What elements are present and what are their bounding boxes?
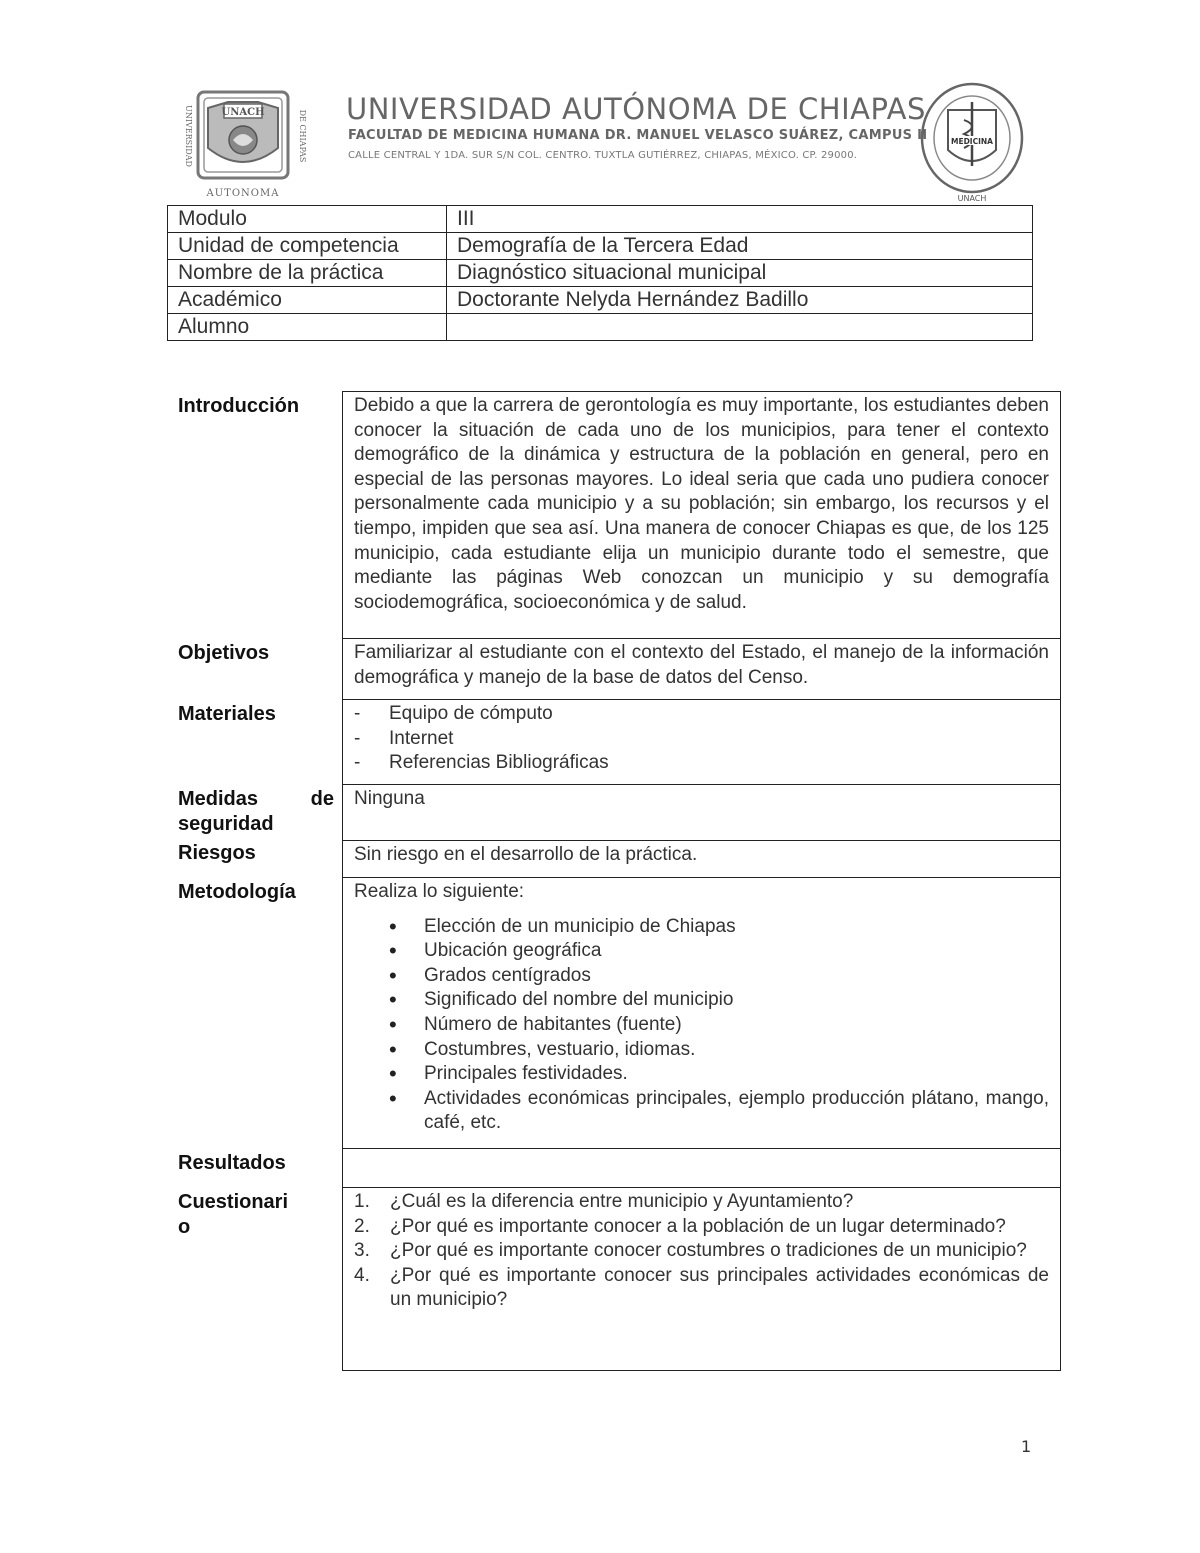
section-introduccion <box>166 392 1061 639</box>
section-heading: Metodología <box>178 880 296 903</box>
section-heading: Introducción <box>178 394 300 417</box>
heading-line: Medidas de <box>178 787 334 810</box>
section-list <box>343 1188 1061 1371</box>
list-item: - Internet <box>354 727 1049 752</box>
section-text: Sin riesgo en el desarrollo de la práctica. <box>343 841 1061 878</box>
question-number: 3. <box>354 1240 370 1262</box>
heading-line: seguridad <box>178 812 274 835</box>
section-materiales <box>166 700 1061 785</box>
practice-info-table <box>167 205 1033 341</box>
list-item: - Equipo de cómputo <box>354 702 1049 727</box>
info-label: Modulo <box>168 206 447 233</box>
list-item: - Referencias Bibliográficas <box>354 751 1049 776</box>
list-item: • Principales festividades. <box>354 1062 1049 1087</box>
list-item: • Elección de un municipio de Chiapas <box>354 915 1049 940</box>
svg-text:UNACH: UNACH <box>957 194 987 203</box>
info-value: Doctorante Nelyda Hernández Badillo <box>447 287 1033 314</box>
section-text <box>343 1149 1061 1188</box>
section-text: Ninguna <box>343 785 1061 841</box>
question-text: ¿Por qué es importante conocer sus principales actividades económicas de un municipio? <box>390 1264 1049 1311</box>
svg-text:UNIVERSIDAD: UNIVERSIDAD <box>184 105 193 167</box>
question-item <box>354 1215 1049 1240</box>
section-heading: Objetivos <box>178 641 270 664</box>
section-heading: Resultados <box>178 1151 286 1174</box>
list-item: • Costumbres, vestuario, idiomas. <box>354 1038 1049 1063</box>
page-number: 1 <box>1021 1437 1032 1456</box>
svg-text:AUTONOMA: AUTONOMA <box>206 188 280 199</box>
info-label: Nombre de la práctica <box>168 260 447 287</box>
question-number: 4. <box>354 1264 370 1286</box>
svg-text:MEDICINA: MEDICINA <box>951 137 993 146</box>
list-item: • Número de habitantes (fuente) <box>354 1013 1049 1038</box>
section-metodologia <box>166 878 1061 1149</box>
question-text: ¿Cuál es la diferencia entre municipio y Ayuntamiento? <box>390 1191 854 1212</box>
list-item: • Grados centígrados <box>354 964 1049 989</box>
list-item: • Actividades económicas principales, ejemplo producción plátano, mango, café, etc. <box>354 1087 1049 1136</box>
question-text: ¿Por qué es importante conocer a la población de un lugar determinado? <box>390 1215 1006 1237</box>
info-label: Alumno <box>168 314 447 341</box>
practice-content-table <box>166 391 1061 1371</box>
info-label: Unidad de competencia <box>168 233 447 260</box>
section-text: Debido a que la carrera de gerontología es muy importante, los estudiantes deben conocer la situación de cada uno de los municipios, para tener el contexto demográfico de la dinámica y estructura de la población en general, pero en especial de las personas mayores. Lo ideal seria que cada uno pudiera conocer personalmente cada municipio y a su población; sin embargo, los recursos y el tiempo, impiden que sea así. Una manera de conocer Chiapas es que, de los 125 municipio, cada estudiante elija un municipio durante todo el semestre, que mediante las páginas Web conozcan un municipio y su demografía sociodemográfica, socioeconómica y de salud. <box>343 392 1061 639</box>
section-list <box>343 700 1061 785</box>
info-label: Académico <box>168 287 447 314</box>
university-name: UNIVERSIDAD AUTÓNOMA DE CHIAPAS <box>346 92 926 126</box>
info-value: Demografía de la Tercera Edad <box>447 233 1033 260</box>
question-item <box>354 1239 1049 1264</box>
question-text: ¿Por qué es importante conocer costumbres o tradiciones de un municipio? <box>390 1240 1027 1262</box>
info-value: Diagnóstico situacional municipal <box>447 260 1033 287</box>
svg-text:DE CHIAPAS: DE CHIAPAS <box>298 109 307 163</box>
section-heading: Riesgos <box>178 841 256 864</box>
section-cuestionario <box>166 1188 1061 1371</box>
info-value-alumno <box>447 314 1033 341</box>
section-resultados <box>166 1149 1061 1188</box>
list-item: • Significado del nombre del municipio <box>354 988 1049 1013</box>
list-item: • Ubicación geográfica <box>354 939 1049 964</box>
info-row-modulo <box>168 206 1033 233</box>
section-objetivos <box>166 639 1061 700</box>
info-value: III <box>447 206 1033 233</box>
section-heading: Materiales <box>178 702 276 725</box>
medicine-faculty-seal <box>918 80 1026 204</box>
heading-line: Cuestionari <box>178 1190 289 1213</box>
section-text: Familiarizar al estudiante con el contexto del Estado, el manejo de la información demográfica y manejo de la base de datos del Censo. <box>343 639 1061 700</box>
info-row-nombre <box>168 260 1033 287</box>
unach-logo <box>178 88 308 200</box>
section-list <box>343 878 1061 1149</box>
question-number: 1. <box>354 1191 370 1212</box>
info-row-alumno <box>168 314 1033 341</box>
question-number: 2. <box>354 1215 370 1237</box>
svg-text:UNACH: UNACH <box>221 107 265 118</box>
info-row-academico <box>168 287 1033 314</box>
info-row-unidad <box>168 233 1033 260</box>
section-medidas <box>166 785 1061 841</box>
section-intro-text: Realiza lo siguiente: <box>354 881 525 902</box>
faculty-name: FACULTAD DE MEDICINA HUMANA DR. MANUEL VELASCO SUÁREZ, CAMPUS II <box>348 128 928 143</box>
question-item <box>354 1190 1049 1215</box>
question-item <box>354 1264 1049 1313</box>
heading-line: o <box>178 1215 191 1238</box>
section-riesgos <box>166 841 1061 878</box>
faculty-address: CALLE CENTRAL Y 1DA. SUR S/N COL. CENTRO. TUXTLA GUTIÉRREZ, CHIAPAS, MÉXICO. CP. 29000. <box>348 150 858 161</box>
section-heading <box>166 1188 343 1371</box>
section-heading <box>166 785 343 841</box>
